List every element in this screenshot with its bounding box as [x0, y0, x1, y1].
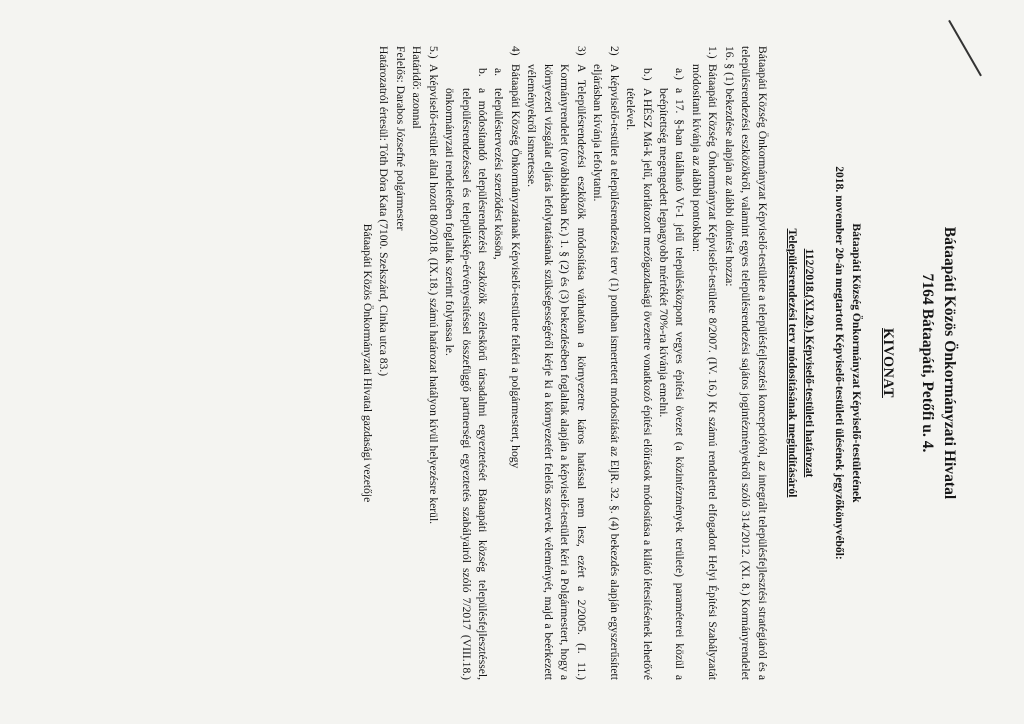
point-number: 2)	[607, 46, 621, 56]
point-number: 5.)	[426, 46, 440, 59]
notified-line: Határozatról értesül: Tóth Dóra Kata (7100. Szekszárd, Cinka utca 83.)	[377, 46, 391, 377]
point-4b	[441, 46, 490, 680]
point-4a	[490, 46, 506, 680]
document-title: KIVONAT	[879, 328, 896, 398]
responsible-line: Felelős: Darabos Józsefné polgármester	[393, 46, 407, 231]
subpoint-number: b.	[476, 68, 490, 77]
resolution-intro: Bátaapáti Község Önkormányzat Képviselő-testülete a településfejlesztési koncepcióról, az integrált településfejlesztési stratégiáról és a településrendezési eszközökről, valamint egyes településrendezési sajátos jogintézményekről szóló 314/2012. (XI. 8.) Kormányrendelet 16. § (1) bekezdése alapján az alábbi döntést hozza:	[722, 46, 769, 680]
subpoint-text: a módosítandó településrendezési eszközök széleskörű társadalmi egyeztetését Bátaapáti község településfejlesztéssel, településrendezéssel és településkép-érvényesítéssel összefüggő partnerségi egyeztetés szabályairól szóló 7/2017 (VIII.18.) önkormányzati rendeletében foglaltak szerint folytassa le.	[443, 88, 490, 680]
point-2	[589, 46, 622, 680]
resolution-number: 112/2018.(XI.20.) Képviselő-testületi határozat	[802, 248, 816, 478]
subpoint-number: b.)	[640, 68, 654, 81]
point-text: Bátaapáti Község Önkormányzat Képviselő-testülete 8/2007. (IV. 16.) Kt számú rendelettel elfogadott Helyi Építési Szabályzatát módosítani kívánja az alábbi pontokban:	[689, 64, 720, 680]
point-1a	[655, 46, 688, 680]
point-3	[523, 46, 589, 680]
point-1b	[622, 46, 655, 680]
point-number: 1.)	[706, 46, 720, 59]
point-number: 4)	[508, 46, 522, 56]
point-text: A képviselő-testület által hozott 80/2018. (IX.18.) számú határozat hatályon kívül helyezésre kerül.	[426, 64, 440, 525]
point-5	[424, 46, 440, 680]
deadline-line: Határidő: azonnal	[410, 46, 424, 129]
point-text: A Településrendezési eszközök módosítása várhatóan a környezetre káros hatással nem lesz, ezért a 2/2005. (I. 11.) Kormányrendelet (továbbiakban Kr.) 1. § (2) és (3) bekezdésében foglaltak alapján a képviselő-testület kéri a Polgármestert, hogy a környezeti vizsgálat eljárás lefolytatásának szükségességéről kérje ki a környezetért felelős szervek véleményét, majd a beérkezett véleményekről ismertesse.	[525, 64, 588, 680]
subpoint-number: a.	[492, 68, 506, 77]
meeting-line: 2018. november 20-án megtartott Képviselő-testületi ülésének jegyzőkönyvéből:	[833, 166, 847, 560]
point-4	[507, 46, 523, 680]
council-line: Bátaapáti Község Önkormányzat Képviselő-testületének	[849, 223, 863, 503]
office-name: Bátaapáti Közös Önkormányzati Hivatal	[941, 226, 958, 500]
notified-line-2: Bátaapáti Közös Önkormányzati Hivatal gazdasági vezetője	[360, 223, 374, 503]
point-text: Bátaapáti Község Önkormányzatának Képviselő-testülete felkéri a polgármestert, hogy	[508, 64, 522, 469]
subpoint-text: a 17. §-ban található Vt-1 jelű településközpont vegyes építési övezet (a közintézmények területe) paraméterei közül a beépítettség megengedett legnagyobb mértékét 70%-ra kívánja emelni.	[657, 88, 687, 680]
point-text: A képviselő-testület a településrendezési terv (1) pontban ismertetett módosítását az EljR. 32. §. (4) bekezdés alapján egyszerűsített eljárásban kívánja lefolytatni.	[591, 64, 621, 680]
point-number: 3)	[574, 46, 588, 56]
office-address: 7164 Bátaapáti, Petőfi u. 4.	[918, 273, 936, 453]
point-1	[687, 46, 720, 680]
subpoint-text: településtervezési szerződést kössön,	[492, 88, 506, 260]
subpoint-text: A HÉSZ Má-k jelű, korlátozott mezőgazdasági övezetre vonatkozó építési előírások módosítása a kilátó létesítésének lehetővé tételével.	[624, 88, 654, 680]
subpoint-number: a.)	[673, 68, 687, 80]
resolution-title: Településrendezési terv módosításának megindításáról	[786, 228, 800, 498]
